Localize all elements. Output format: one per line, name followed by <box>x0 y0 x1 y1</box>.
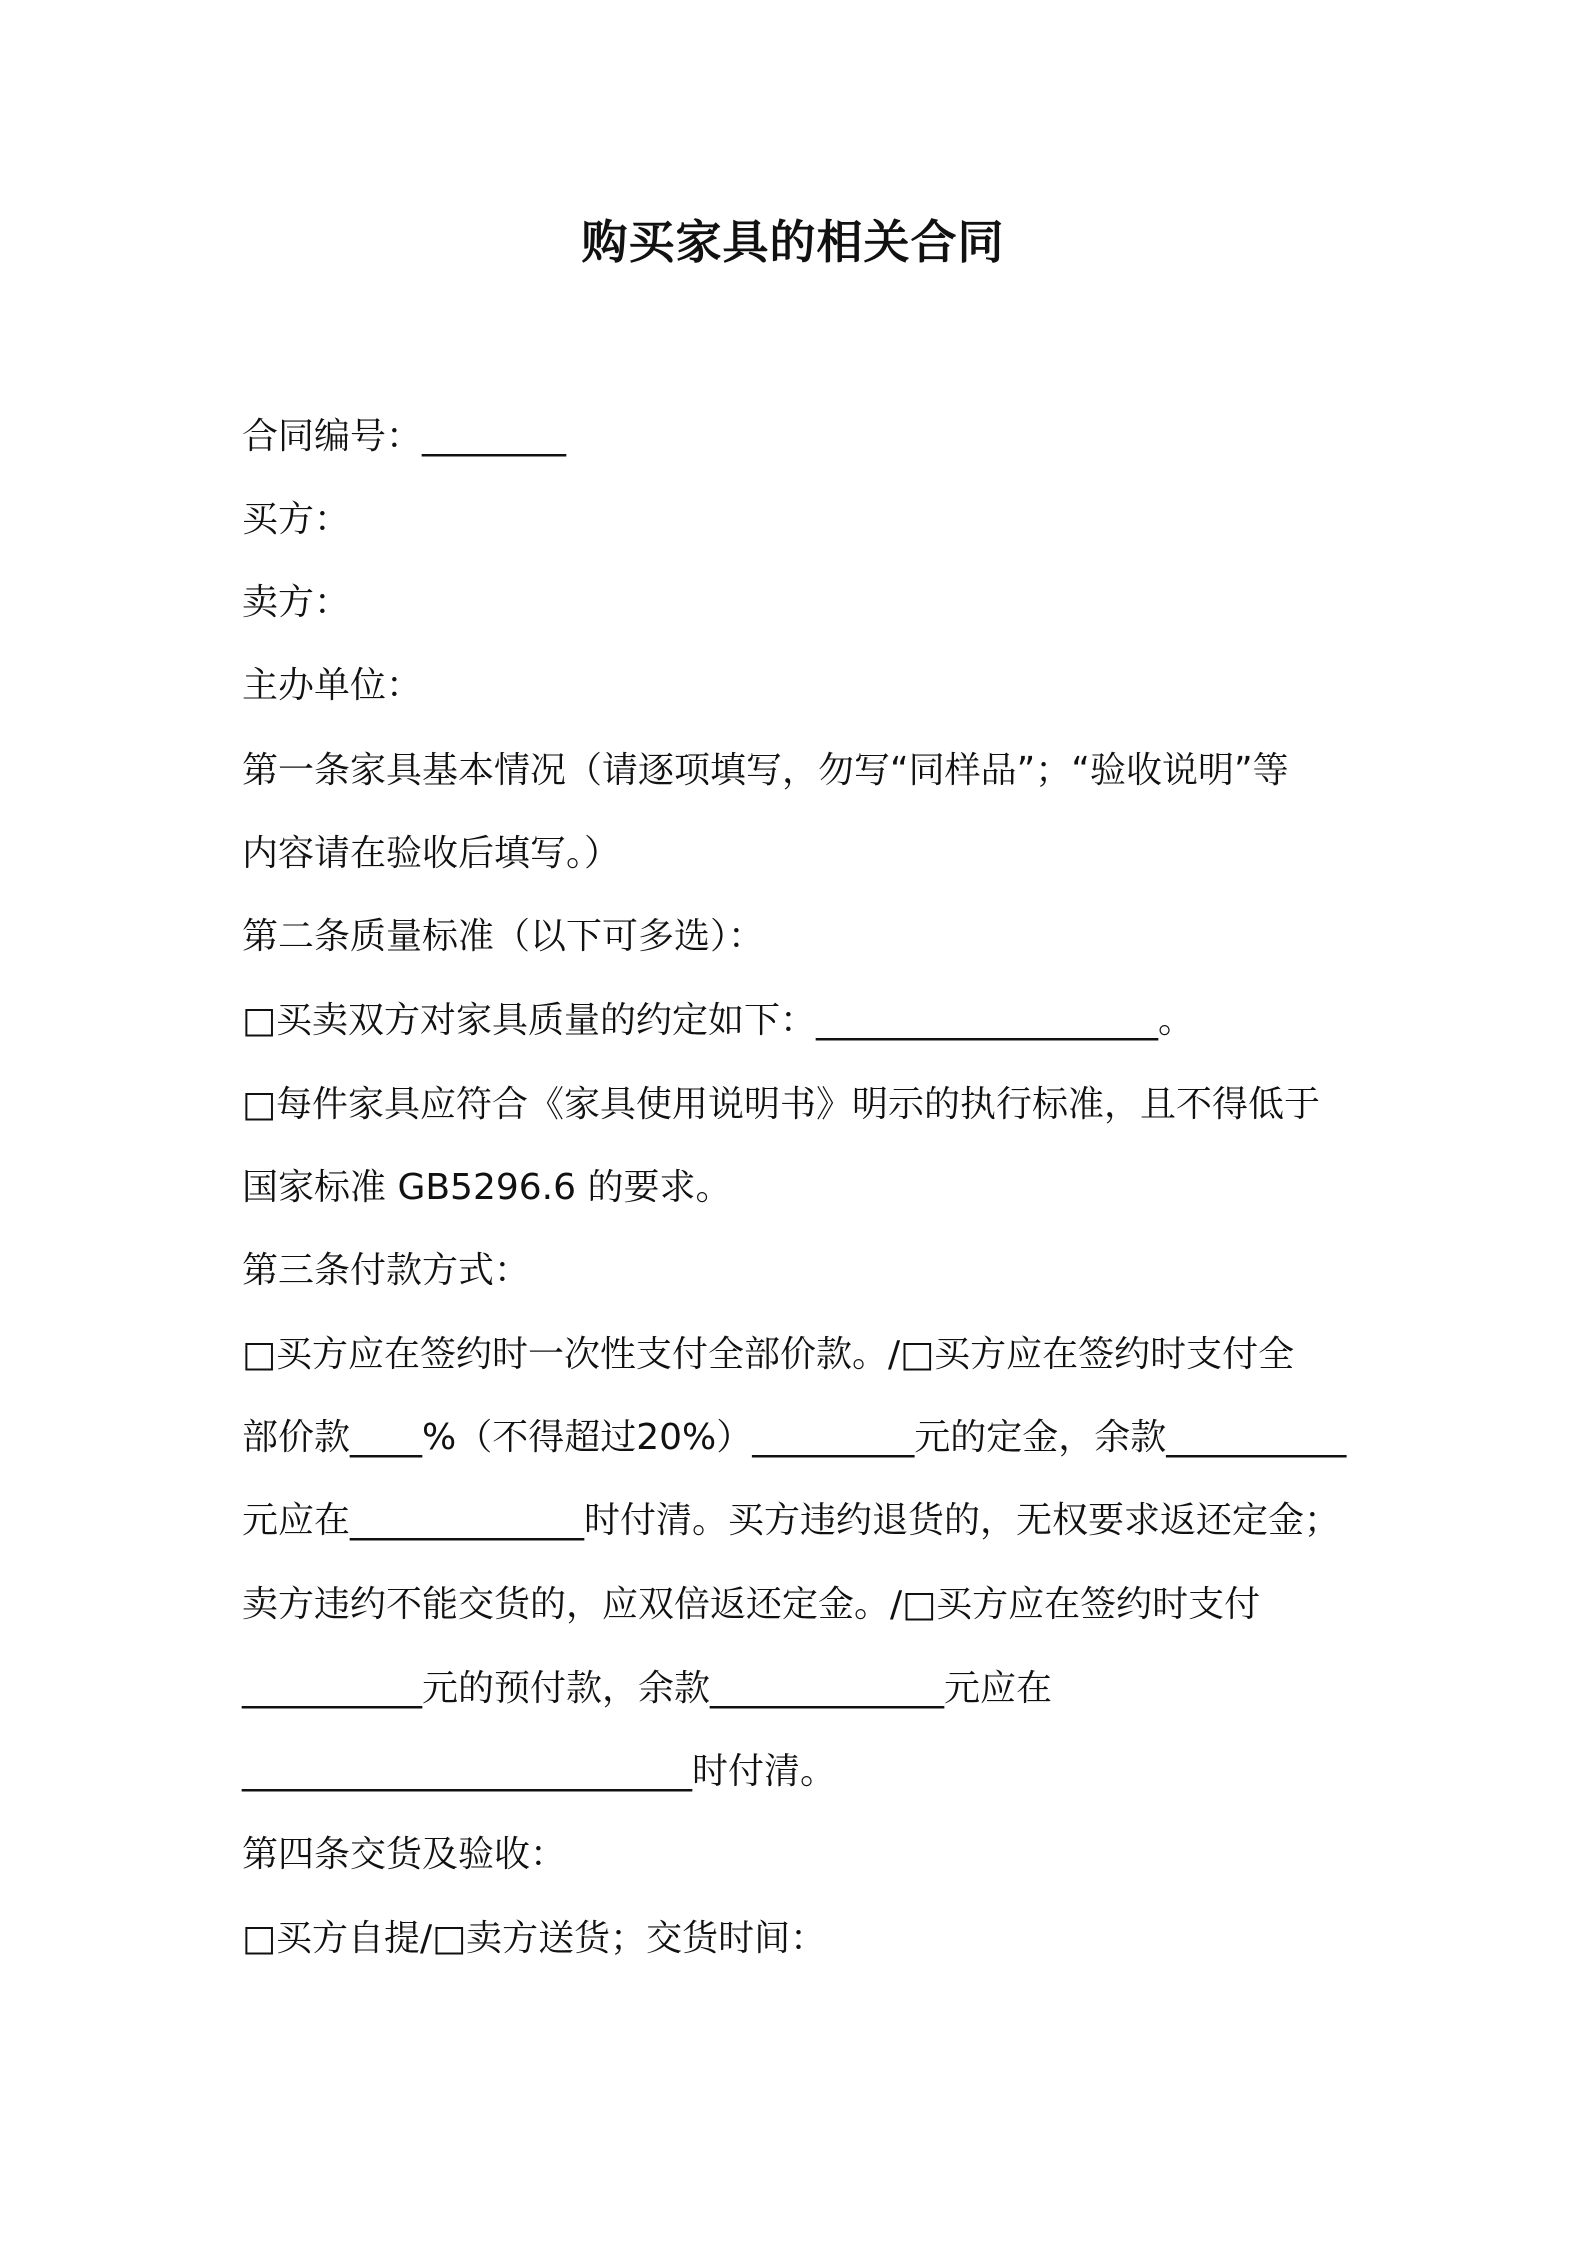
seller-line: 卖方： <box>242 582 351 623</box>
contract-number-line: 合同编号：________ <box>242 416 567 457</box>
payment-line-2: 部价款____%（不得超过20%）_________元的定金，余款__________ <box>242 1417 1347 1458</box>
document-title: 购买家具的相关合同 <box>581 215 1005 269</box>
quality-option-2-line-1: □每件家具应符合《家具使用说明书》明示的执行标准，且不得低于 <box>242 1084 1321 1125</box>
organizer-line: 主办单位： <box>242 665 423 706</box>
quality-option-1: □买卖双方对家具质量的约定如下：___________________。 <box>242 1000 1195 1041</box>
payment-line-3: 元应在_____________时付清。买方违约退货的，无权要求返还定金； <box>242 1500 1341 1541</box>
payment-line-5: __________元的预付款，余款_____________元应在 <box>242 1668 1053 1709</box>
article-2-heading: 第二条质量标准（以下可多选）： <box>242 916 765 957</box>
article-3-heading: 第三条付款方式： <box>242 1250 531 1291</box>
payment-line-1: □买方应在签约时一次性支付全部价款。/□买方应在签约时支付全 <box>242 1334 1295 1375</box>
quality-option-2-line-2: 国家标准 GB5296.6 的要求。 <box>242 1167 732 1208</box>
buyer-line: 买方： <box>242 499 351 540</box>
payment-line-6: _________________________时付清。 <box>242 1751 837 1792</box>
payment-line-4: 卖方违约不能交货的，应双倍返还定金。/□买方应在签约时支付 <box>242 1584 1261 1625</box>
article-1-line-2: 内容请在验收后填写。） <box>242 833 621 874</box>
delivery-line: □买方自提/□卖方送货；交货时间： <box>242 1918 827 1959</box>
article-4-heading: 第四条交货及验收： <box>242 1834 567 1875</box>
article-1-line-1: 第一条家具基本情况（请逐项填写，勿写“同样品”；“验收说明”等 <box>242 750 1289 791</box>
